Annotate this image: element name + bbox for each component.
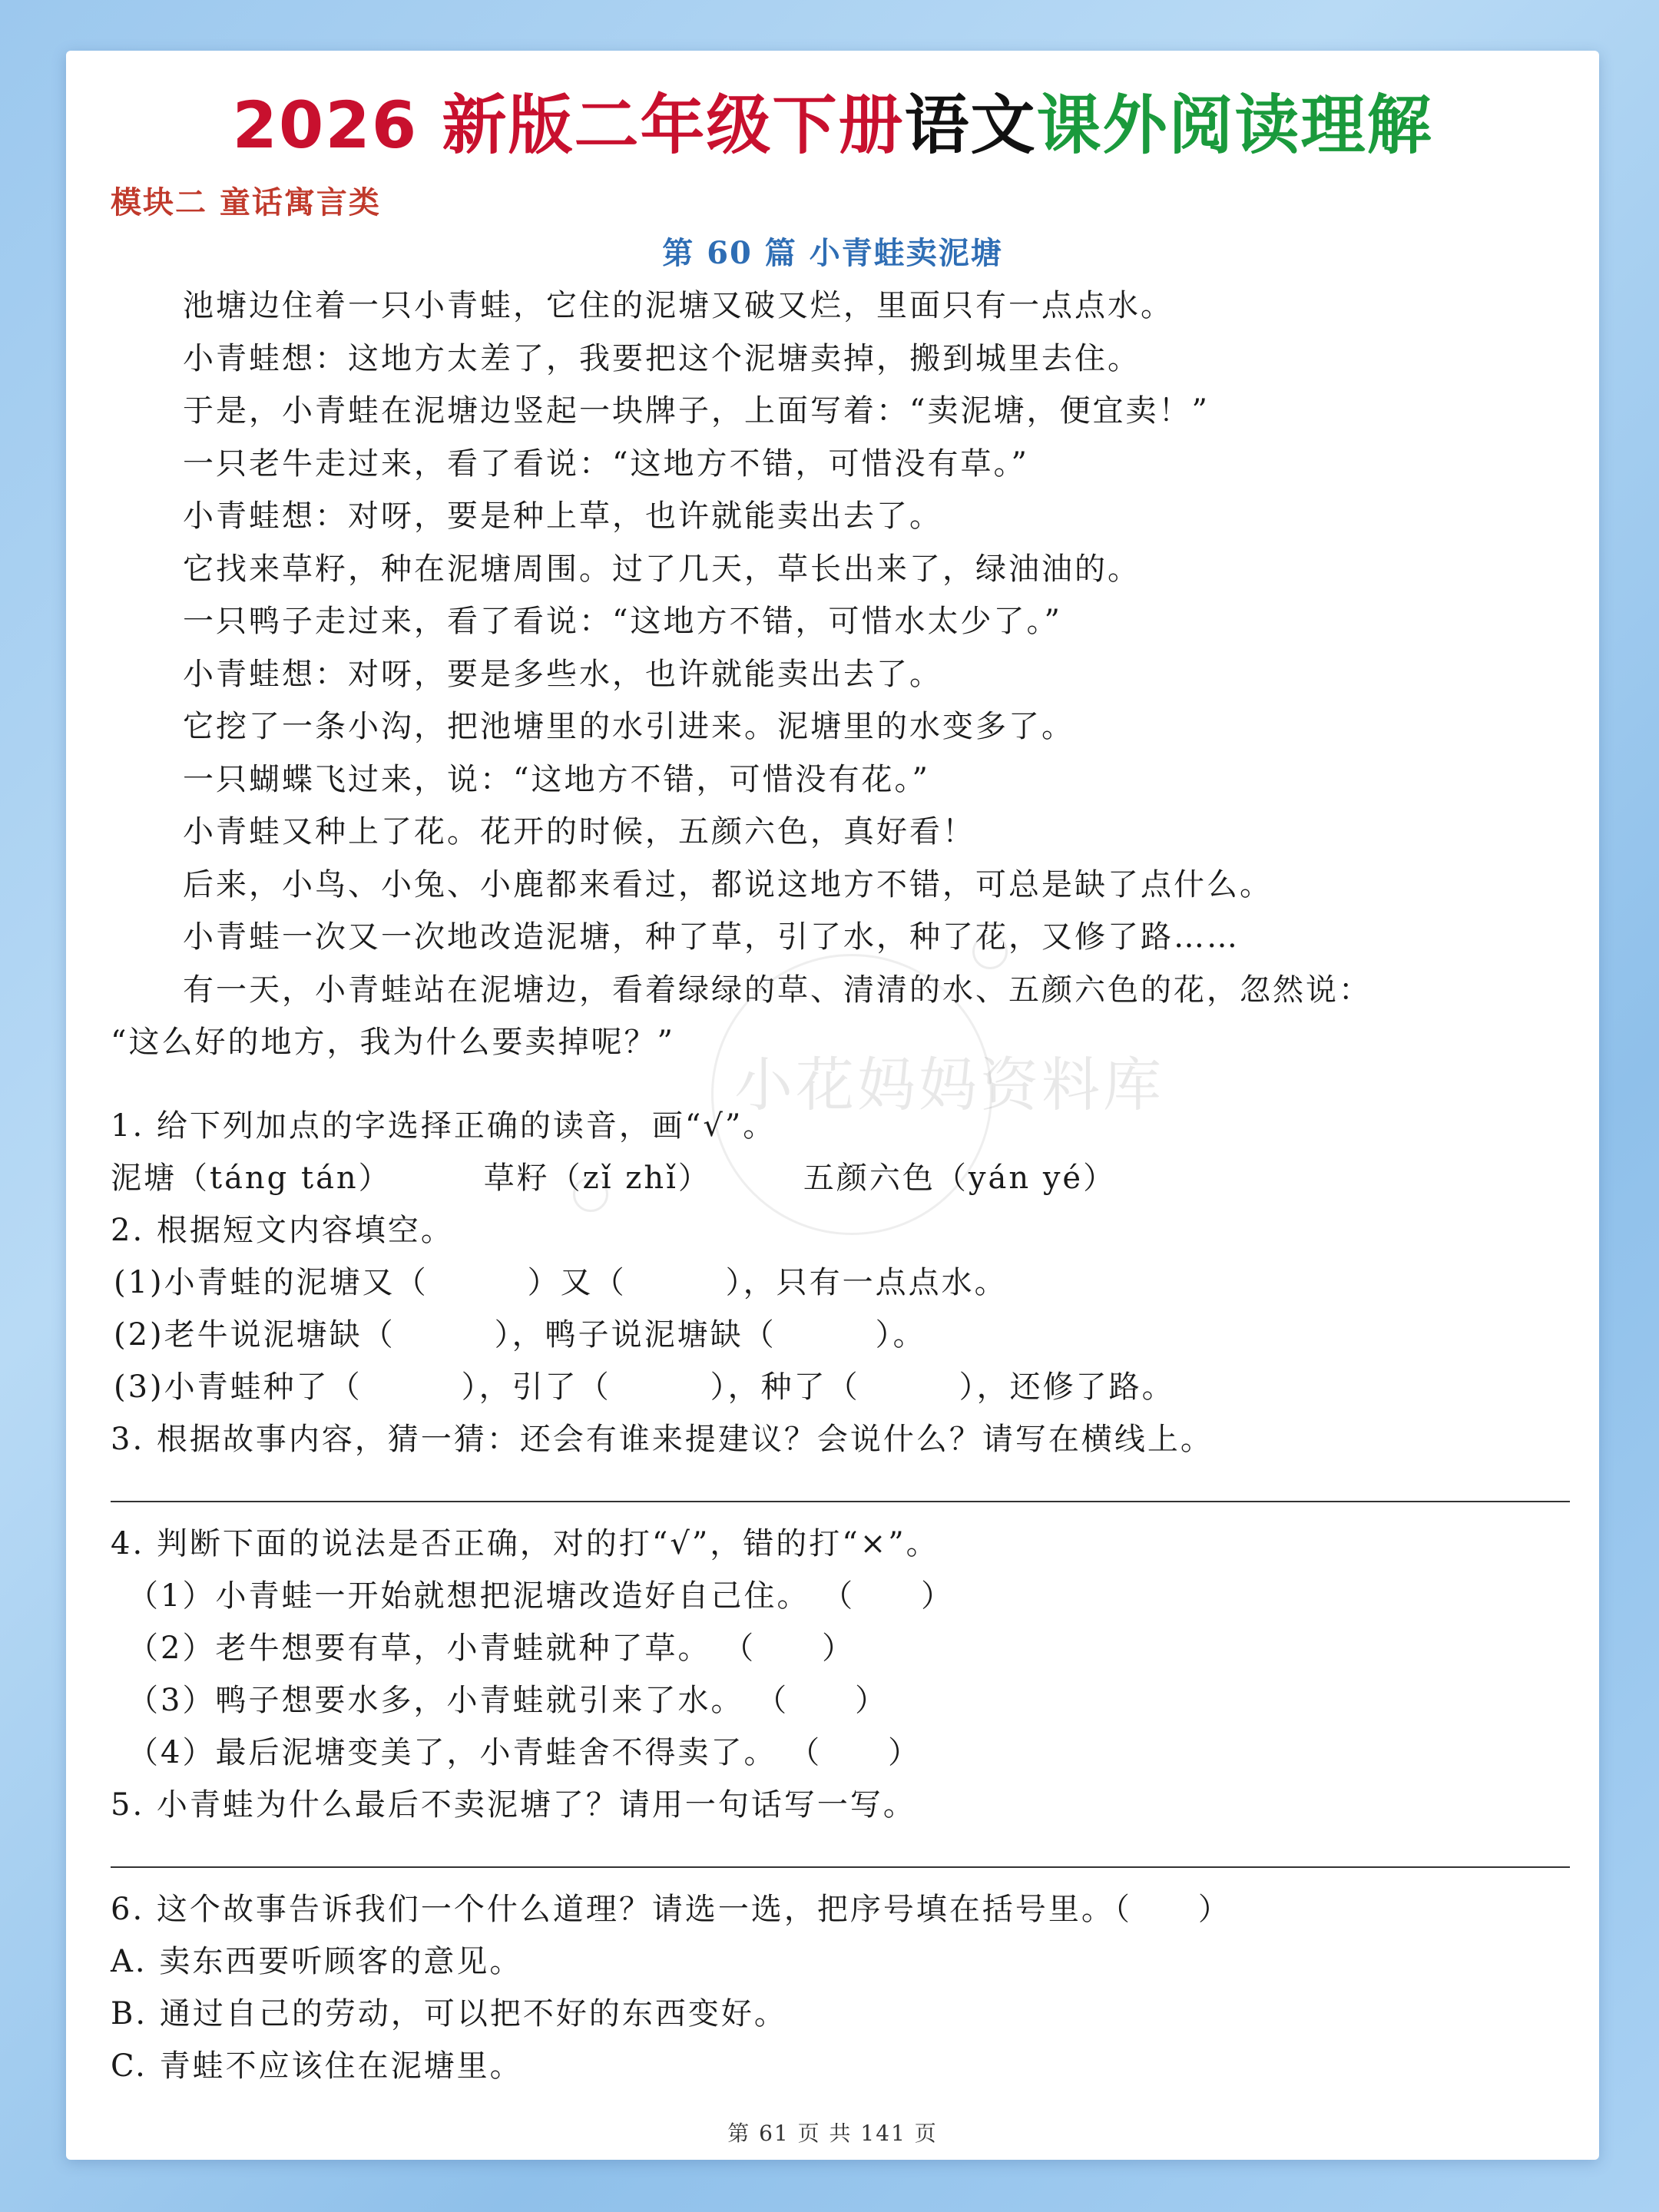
questions-section [111,1100,1570,2092]
worksheet-page [66,51,1599,2160]
watermark-text: 小花妈妈资料库 [734,1051,1164,1119]
story-paragraph: 于是，小青蛙在泥塘边竖起一块牌子，上面写着：“卖泥塘，便宜卖！” [183,393,1210,429]
question-3: 3. 根据故事内容，猜一猜：还会有谁来提建议？会说什么？请写在横线上。 [111,1422,1214,1457]
story-paragraph: 小青蛙想：这地方太差了，我要把这个泥塘卖掉，搬到城里去住。 [183,340,1141,376]
question-4-3: （3）鸭子想要水多，小青蛙就引来了水。 （ ） [127,1683,889,1718]
question-4: 4. 判断下面的说法是否正确，对的打“√”，错的打“×”。 [111,1526,939,1561]
question-1-items [111,1152,1570,1204]
story-paragraph: 有一天，小青蛙站在泥塘边，看着绿绿的草、清清的水、五颜六色的花，忽然说： [183,972,1372,1008]
question-5: 5. 小青蛙为什么最后不卖泥塘了？请用一句话写一写。 [111,1787,916,1823]
question-4-4: （4）最后泥塘变美了，小青蛙舍不得卖了。 （ ） [127,1735,922,1770]
story-paragraph: 一只老牛走过来，看了看说：“这地方不错，可惜没有草。” [183,445,1029,482]
title-grade: 二年级下册 [574,88,905,163]
answer-line-q5[interactable] [111,1831,1570,1883]
question-2-2: (2)老牛说泥塘缺（ ），鸭子说泥塘缺（ ）。 [114,1317,926,1353]
option-b: B. 通过自己的劳动，可以把不好的东西变好。 [111,1996,787,2032]
article-title: 第 60 篇 小青蛙卖泥塘 [662,235,1003,271]
story-paragraph: 小青蛙一次又一次地改造泥塘，种了草，引了水，种了花，又修了路…… [183,919,1240,955]
page-footer: 第 61 页 共 141 页 [727,2121,938,2146]
story-paragraph: 池塘边住着一只小青蛙，它住的泥塘又破又烂，里面只有一点点水。 [183,288,1174,323]
question-2-3: (3)小青蛙种了（ ），引了（ ），种了（ ），还修了路。 [114,1369,1175,1405]
story-paragraph: 小青蛙想：对呀，要是多些水，也许就能卖出去了。 [183,656,942,692]
question-4-1: （1）小青蛙一开始就想把泥塘改造好自己住。 （ ） [127,1578,955,1614]
module-heading: 模块二 童话寓言类 [111,184,381,220]
question-1: 1. 给下列加点的字选择正确的读音，画“√”。 [111,1108,777,1144]
question-2: 2. 根据短文内容填空。 [111,1213,454,1248]
story-text [111,280,1570,1069]
watermark-dot [972,934,1008,969]
story-paragraph: 后来，小鸟、小兔、小鹿都来看过，都说这地方不错，可总是缺了点什么。 [183,866,1273,902]
story-paragraph: 一只鸭子走过来，看了看说：“这地方不错，可惜水太少了。” [183,604,1062,639]
story-paragraph: 它找来草籽，种在泥塘周围。过了几天，草长出来了，绿油油的。 [183,551,1141,587]
q1-item-2: 草籽（zǐ zhǐ） [483,1161,711,1196]
story-paragraph: 它挖了一条小沟，把池塘里的水引进来。泥塘里的水变多了。 [183,709,1075,744]
q1-item-3: 五颜六色（yán yé） [803,1161,1117,1196]
question-4-2: （2）老牛想要有草，小青蛙就种了草。 （ ） [127,1631,856,1666]
story-paragraph: 一只蝴蝶飞过来，说：“这地方不错，可惜没有花。” [183,761,930,797]
title-year: 2026 新版 [232,88,575,163]
question-2-1: (1)小青蛙的泥塘又（ ）又（ ），只有一点点水。 [114,1265,1008,1300]
page-title [66,74,1599,167]
title-topic: 课外阅读理解 [1036,88,1433,163]
story-paragraph: 小青蛙又种上了花。花开的时候，五颜六色，真好看！ [183,814,975,849]
question-6: 6. 这个故事告诉我们一个什么道理？请选一选，把序号填在括号里。（ ） [111,1892,1231,1927]
q1-item-1: 泥塘（táng tán） [111,1161,392,1196]
story-paragraph: 小青蛙想：对呀，要是种上草，也许就能卖出去了。 [183,498,942,534]
title-subject: 语文 [904,88,1037,163]
option-c: C. 青蛙不应该住在泥塘里。 [111,2048,523,2084]
story-paragraph: “这么好的地方，我为什么要卖掉呢？” [111,1025,675,1060]
option-a: A. 卖东西要听顾客的意见。 [111,1944,523,1979]
answer-line-q3[interactable] [111,1465,1570,1518]
